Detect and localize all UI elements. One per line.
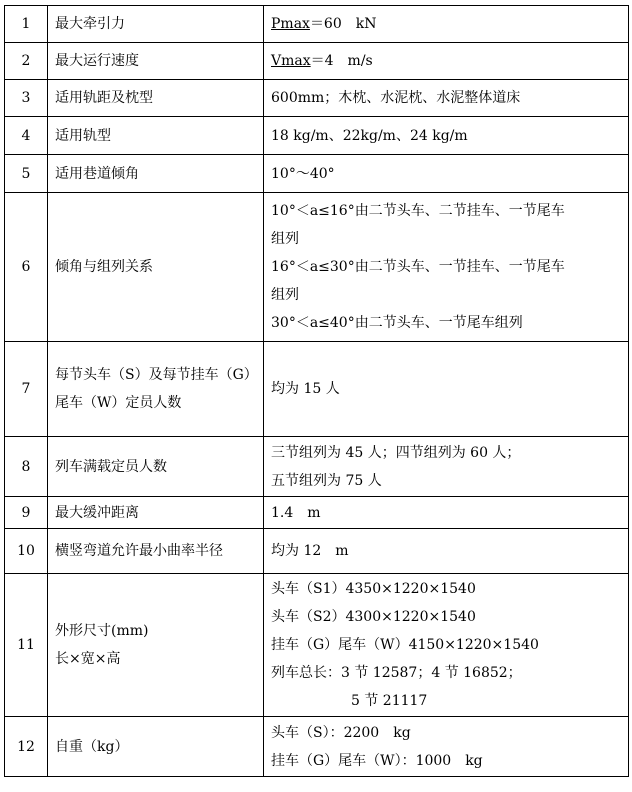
table-row: [5, 6, 629, 43]
row-number: 7: [5, 342, 48, 437]
value-symbol: Pmax: [271, 16, 310, 32]
parameter-value-line: 列车总长：3 节 12587；4 节 16852；: [271, 665, 522, 681]
parameter-name: [48, 574, 264, 717]
parameter-name: [48, 342, 264, 437]
row-number: 5: [5, 155, 48, 193]
parameter-value-line: 头车（S1）4350×1220×1540: [271, 581, 476, 597]
parameter-value: [264, 117, 629, 155]
parameter-name: [48, 437, 264, 497]
parameter-name-line: 外形尺寸(mm): [55, 623, 149, 639]
parameter-name: [48, 529, 264, 574]
parameter-name: [48, 43, 264, 80]
parameter-value-line: 头车（S）：2200 kg: [271, 724, 411, 741]
row-number: 3: [5, 80, 48, 117]
parameter-name-line: 最大运行速度: [55, 53, 139, 69]
parameter-value: [264, 80, 629, 117]
parameter-name: [48, 717, 264, 777]
parameter-value-line: 10°～40°: [271, 165, 335, 182]
value-text: ＝60 kN: [309, 16, 377, 32]
row-number: 6: [5, 193, 48, 342]
parameter-name: [48, 117, 264, 155]
table-row: [5, 193, 629, 342]
parameter-name-line: 最大缓冲距离: [55, 504, 139, 521]
parameter-value: [264, 6, 629, 43]
parameter-value-line: 头车（S2）4300×1220×1540: [271, 609, 476, 625]
parameter-name-line: 列车满载定员人数: [55, 458, 167, 475]
row-number: 2: [5, 43, 48, 80]
parameter-value: [264, 529, 629, 574]
parameter-name-line: 横竖弯道允许最小曲率半径: [55, 543, 223, 559]
value-text: ＝4 m/s: [310, 53, 373, 69]
table-row: [5, 43, 629, 80]
row-number: 1: [5, 6, 48, 43]
parameter-value: [264, 342, 629, 437]
parameter-value: [264, 155, 629, 193]
parameter-value-line: 600mm；木枕、水泥枕、水泥整体道床: [271, 90, 521, 106]
parameter-name: [48, 80, 264, 117]
parameter-name: [48, 155, 264, 193]
parameter-name-line: 最大牵引力: [55, 16, 125, 32]
parameter-name-line: 自重（kg）: [55, 738, 129, 755]
parameter-name-line: 适用轨型: [55, 127, 111, 144]
parameter-value-line: 三节组列为 45 人；四节组列为 60 人；: [271, 444, 521, 461]
parameter-value: [264, 717, 629, 777]
parameter-value-line: 5 节 21117: [351, 693, 428, 709]
parameter-value-line: 30°＜a≤40°由二节头车、一节尾车组列: [271, 315, 523, 331]
parameter-value: [264, 193, 629, 342]
table-row: [5, 574, 629, 717]
parameter-name: [48, 193, 264, 342]
parameter-value-line: 均为 12 m: [271, 543, 349, 559]
parameter-value-line: 1.4 m: [271, 504, 321, 521]
table-row: [5, 155, 629, 193]
parameter-value: [264, 497, 629, 529]
parameter-name-line: 适用巷道倾角: [55, 165, 139, 182]
parameter-name-line: 每节头车（S）及每节挂车（G）: [55, 367, 258, 383]
parameter-value: [264, 43, 629, 80]
row-number: 12: [5, 717, 48, 777]
parameter-value: [264, 437, 629, 497]
table-row: [5, 717, 629, 777]
parameter-value-line: 挂车（G）尾车（W）：1000 kg: [271, 752, 483, 769]
parameter-value-line: 挂车（G）尾车（W）4150×1220×1540: [271, 637, 539, 653]
table-row: [5, 117, 629, 155]
parameter-value-line: 16°＜a≤30°由二节头车、一节挂车、一节尾车: [271, 259, 565, 275]
row-number: 10: [5, 529, 48, 574]
parameter-name-line: 倾角与组列关系: [55, 259, 153, 275]
parameter-name: [48, 497, 264, 529]
parameter-value-line: [271, 47, 621, 75]
row-number: 8: [5, 437, 48, 497]
parameter-value-line: 五节组列为 75 人: [271, 472, 382, 489]
parameter-value-line: 10°＜a≤16°由二节头车、二节挂车、一节尾车: [271, 203, 565, 219]
row-number: 11: [5, 574, 48, 717]
row-number: 4: [5, 117, 48, 155]
value-symbol: Vmax: [271, 53, 311, 69]
parameter-value-line: [271, 10, 621, 38]
parameter-name-line: 适用轨距及枕型: [55, 90, 153, 106]
spec-table-body: [5, 6, 629, 777]
parameter-name-line: 尾车（W）定员人数: [55, 395, 182, 411]
parameter-value-line: 组列: [271, 231, 299, 247]
table-row: [5, 80, 629, 117]
row-number: 9: [5, 497, 48, 529]
parameter-value-line: 组列: [271, 287, 299, 303]
table-row: [5, 497, 629, 529]
parameter-name: [48, 6, 264, 43]
parameter-value-line: 18 kg/m、22kg/m、24 kg/m: [271, 127, 468, 144]
parameter-value: [264, 574, 629, 717]
table-row: [5, 342, 629, 437]
parameter-value-line: 均为 15 人: [271, 381, 340, 397]
table-row: [5, 437, 629, 497]
spec-table: [4, 5, 629, 777]
table-row: [5, 529, 629, 574]
parameter-name-line: 长×宽×高: [55, 651, 121, 667]
